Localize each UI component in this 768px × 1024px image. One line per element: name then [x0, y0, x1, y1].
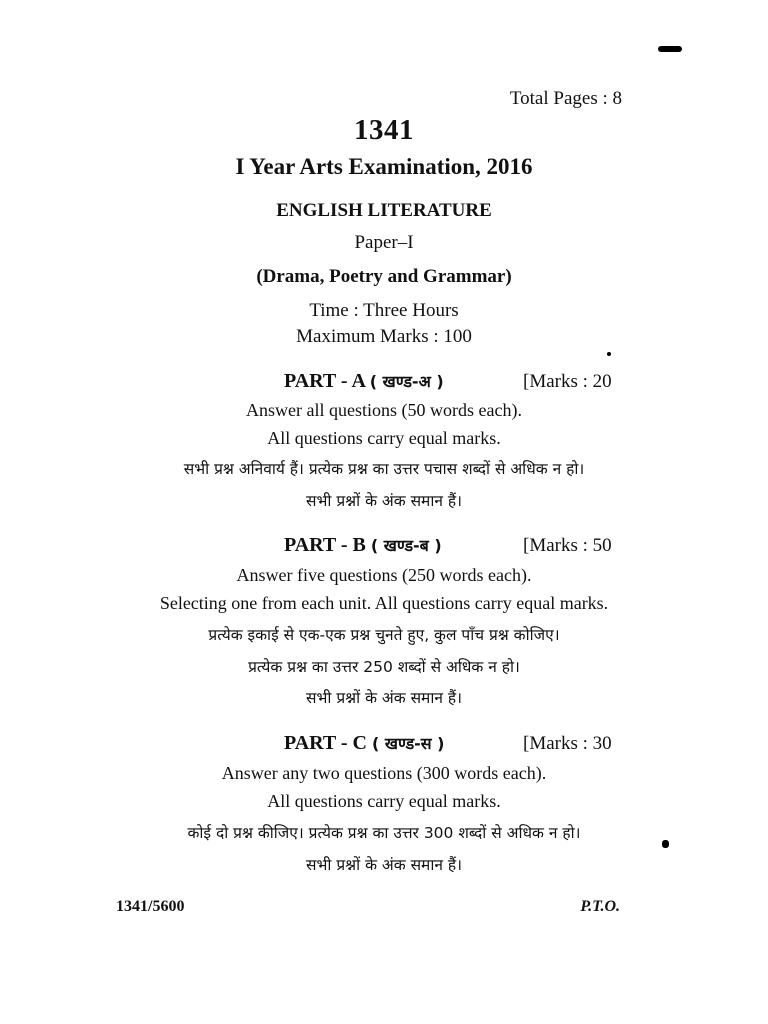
- part-c-title: [284, 732, 444, 755]
- paper-number: Paper–I: [354, 232, 414, 253]
- part-c-instruction: Answer any two questions (300 words each).: [221, 763, 547, 783]
- part-a-instruction: All questions carry equal marks.: [267, 428, 501, 448]
- part-c-hindi-instruction: कोई दो प्रश्न कीजिए। प्रत्येक प्रश्न का उत्तर 300 शब्दों से अधिक न हो।: [187, 824, 581, 842]
- footer-pto: P.T.O.: [580, 898, 620, 915]
- part-c-marks: [Marks : 30: [523, 733, 612, 754]
- scan-dot-top: [607, 352, 611, 356]
- part-a-label: PART - A: [284, 370, 365, 392]
- part-b-hindi-instruction: प्रत्येक प्रश्न का उत्तर 250 शब्दों से अधिक न हो।: [248, 658, 520, 676]
- paper-topics: (Drama, Poetry and Grammar): [256, 266, 512, 287]
- part-a-hindi-label: ( खण्ड-अ ): [369, 372, 444, 391]
- part-a-marks: [Marks : 20: [523, 371, 612, 392]
- paper-code: 1341: [354, 114, 414, 146]
- part-b-hindi-label: ( खण्ड-ब ): [370, 536, 442, 555]
- part-c-hindi-label: ( खण्ड-स ): [372, 734, 445, 753]
- part-c-label: PART - C: [284, 732, 367, 754]
- part-c-instruction: All questions carry equal marks.: [267, 791, 501, 811]
- scan-mark-top: [658, 46, 682, 52]
- part-b-instruction: Selecting one from each unit. All questions carry equal marks.: [159, 593, 609, 613]
- part-a-title: [284, 370, 444, 393]
- part-a-hindi-instruction: सभी प्रश्नों के अंक समान हैं।: [306, 492, 462, 510]
- subject-title: ENGLISH LITERATURE: [276, 200, 492, 221]
- part-b-hindi-instruction: सभी प्रश्नों के अंक समान हैं।: [306, 689, 462, 707]
- part-b-label: PART - B: [284, 534, 366, 556]
- time-allowed: Time : Three Hours: [309, 300, 459, 321]
- part-b-hindi-instruction: प्रत्येक इकाई से एक-एक प्रश्न चुनते हुए, कुल पाँच प्रश्न कोजिए।: [208, 626, 560, 644]
- footer-code: 1341/5600: [116, 898, 185, 915]
- part-a-instruction: Answer all questions (50 words each).: [246, 400, 522, 420]
- part-c-hindi-instruction: सभी प्रश्नों के अंक समान हैं।: [306, 856, 462, 874]
- maximum-marks: Maximum Marks : 100: [296, 326, 472, 347]
- part-b-marks: [Marks : 50: [523, 535, 612, 556]
- total-pages: Total Pages : 8: [509, 88, 622, 109]
- part-a-hindi-instruction: सभी प्रश्न अनिवार्य हैं। प्रत्येक प्रश्न का उत्तर पचास शब्दों से अधिक न हो।: [183, 460, 585, 478]
- part-b-instruction: Answer five questions (250 words each).: [236, 565, 532, 585]
- exam-title: I Year Arts Examination, 2016: [235, 154, 533, 179]
- part-b-title: [284, 534, 442, 557]
